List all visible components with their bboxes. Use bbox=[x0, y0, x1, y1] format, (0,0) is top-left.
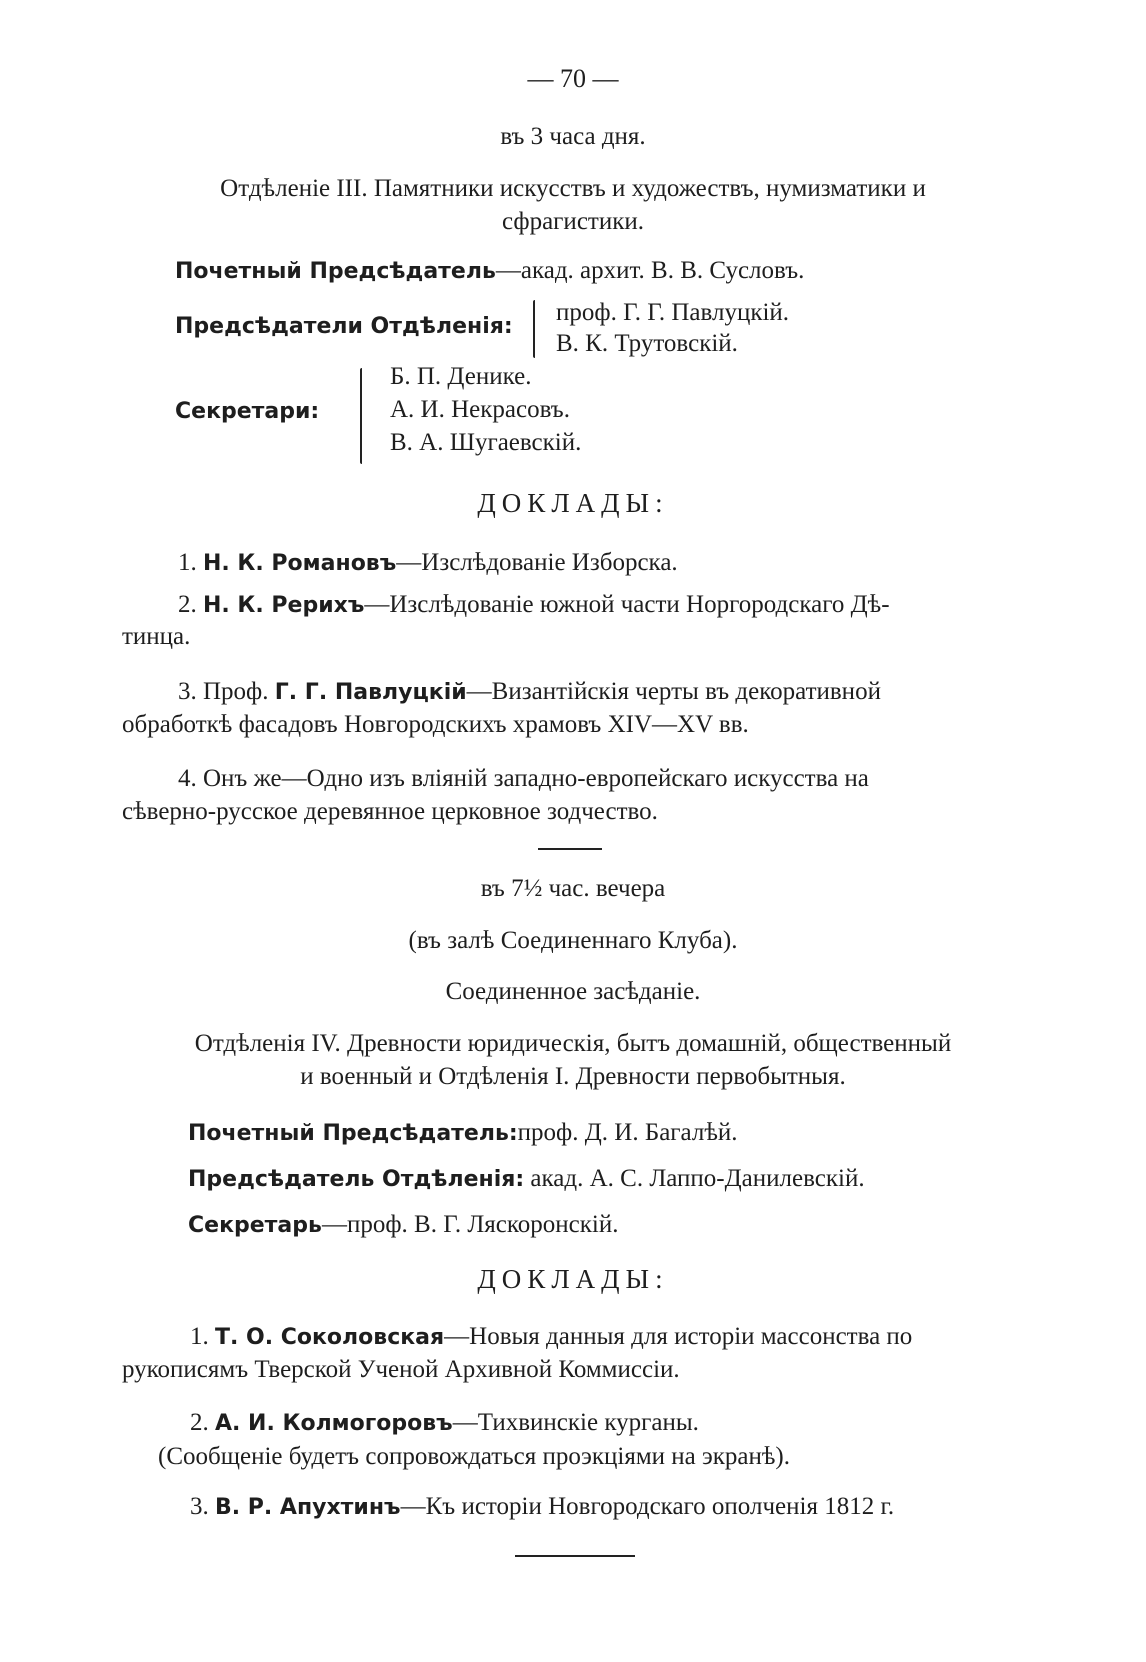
session1-time: въ 3 часа дня. bbox=[500, 123, 646, 150]
report-author: Н. К. Романовъ bbox=[203, 551, 397, 576]
report-author: Т. О. Соколовская bbox=[215, 1325, 445, 1350]
hon-chair-value: —акад. архит. В. В. Сусловъ. bbox=[495, 257, 805, 284]
report-number: 4. bbox=[178, 765, 197, 792]
report-number: 1. bbox=[178, 549, 197, 576]
chair-label: Предсѣдатель Отдѣленія: bbox=[188, 1167, 525, 1192]
end-divider bbox=[515, 1555, 635, 1557]
hon-chair-value: проф. Д. И. Багалѣй. bbox=[517, 1119, 738, 1146]
session2-secretary bbox=[188, 1208, 618, 1243]
session1-report-3-line2: обработкѣ фасадовъ Новгородскихъ храмовъ XIV—XV вв. bbox=[122, 711, 749, 738]
report-title: —Новыя данныя для исторіи массонства по bbox=[444, 1323, 913, 1350]
session2-report-1-line1 bbox=[190, 1320, 912, 1355]
session2-chair bbox=[188, 1162, 865, 1197]
secretaries-brace bbox=[360, 368, 362, 464]
report-number: 2. bbox=[178, 591, 197, 618]
report-title: —Византійскія черты въ декоративной bbox=[466, 678, 881, 705]
session2-dept-line2: и военный и Отдѣленія I. Древности первобытныя. bbox=[300, 1063, 846, 1090]
session1-dept-line2: сфрагистики. bbox=[501, 208, 644, 235]
session1-hon-chair bbox=[175, 254, 804, 289]
report-number: 1. bbox=[190, 1323, 209, 1350]
session2-dept-line1: Отдѣленія IV. Древности юридическія, бытъ домашній, общественный bbox=[194, 1030, 952, 1057]
report-author: Н. К. Рерихъ bbox=[203, 593, 365, 618]
report-author: Г. Г. Павлуцкій bbox=[274, 680, 467, 705]
session1-report-1 bbox=[178, 546, 678, 581]
page-number: — 70 — bbox=[527, 64, 619, 93]
chair-value: акад. А. С. Лаппо-Данилевскій. bbox=[530, 1165, 865, 1192]
secretary-value: —проф. В. Г. Ляскоронскій. bbox=[321, 1211, 619, 1238]
section-divider bbox=[538, 848, 602, 850]
session1-reports-heading: ДОКЛАДЫ: bbox=[477, 488, 669, 518]
report-title: Онъ же—Одно изъ вліяній западно-европейскаго искусства на bbox=[203, 765, 869, 792]
session2-report-2-line1 bbox=[190, 1406, 699, 1441]
session1-secretary-2: А. И. Некрасовъ. bbox=[390, 396, 570, 423]
report-title: —Къ исторіи Новгородскаго ополченія 1812 г. bbox=[400, 1493, 895, 1520]
session1-report-4-line1 bbox=[178, 762, 869, 796]
session2-reports-heading: ДОКЛАДЫ: bbox=[477, 1264, 669, 1294]
session1-chair-2: В. К. Трутовскій. bbox=[556, 330, 738, 357]
chairs-brace bbox=[533, 300, 535, 358]
session2-time: въ 7½ час. вечера bbox=[480, 875, 666, 902]
report-number: 2. bbox=[190, 1409, 209, 1436]
secretary-label: Секретарь bbox=[188, 1213, 322, 1238]
session2-hon-chair bbox=[188, 1116, 738, 1151]
session1-report-2-line2: тинца. bbox=[122, 623, 191, 650]
session1-dept-line1: Отдѣленіе III. Памятники искусствъ и художествъ, нумизматики и bbox=[220, 175, 926, 202]
report-number: 3. Проф. bbox=[178, 678, 269, 705]
session1-report-4-line2: сѣверно-русское деревянное церковное зодчество. bbox=[122, 798, 658, 825]
report-title: —Изслѣдованіе Изборска. bbox=[396, 549, 678, 576]
session1-chairs-label: Предсѣдатели Отдѣленія: bbox=[175, 314, 513, 339]
report-title: —Тихвинскіе курганы. bbox=[452, 1409, 699, 1436]
session1-chair-1: проф. Г. Г. Павлуцкій. bbox=[556, 299, 790, 326]
report-number: 3. bbox=[190, 1493, 209, 1520]
session2-report-3 bbox=[190, 1490, 894, 1525]
report-author: А. И. Колмогоровъ bbox=[215, 1411, 453, 1436]
session1-secretaries-label: Секретари: bbox=[175, 399, 320, 424]
hon-chair-label: Почетный Предсѣдатель bbox=[175, 259, 496, 284]
session1-secretary-3: В. А. Шугаевскій. bbox=[390, 429, 582, 456]
session1-secretary-1: Б. П. Денике. bbox=[390, 363, 532, 390]
session1-report-2-line1 bbox=[178, 588, 890, 623]
report-title: —Изслѣдованіе южной части Норгородскаго Дѣ- bbox=[364, 591, 890, 618]
session2-place: (въ залѣ Соединеннаго Клуба). bbox=[408, 927, 738, 954]
session2-report-2-line2: (Сообщеніе будетъ сопровождаться проэкціями на экранѣ). bbox=[158, 1443, 791, 1470]
hon-chair-label: Почетный Предсѣдатель: bbox=[188, 1121, 518, 1146]
session2-title: Соединенное засѣданіе. bbox=[445, 978, 701, 1005]
session2-report-1-line2: рукописямъ Тверской Ученой Архивной Коммиссіи. bbox=[122, 1356, 680, 1383]
report-author: В. Р. Апухтинъ bbox=[215, 1495, 401, 1520]
session1-report-3-line1 bbox=[178, 675, 881, 710]
